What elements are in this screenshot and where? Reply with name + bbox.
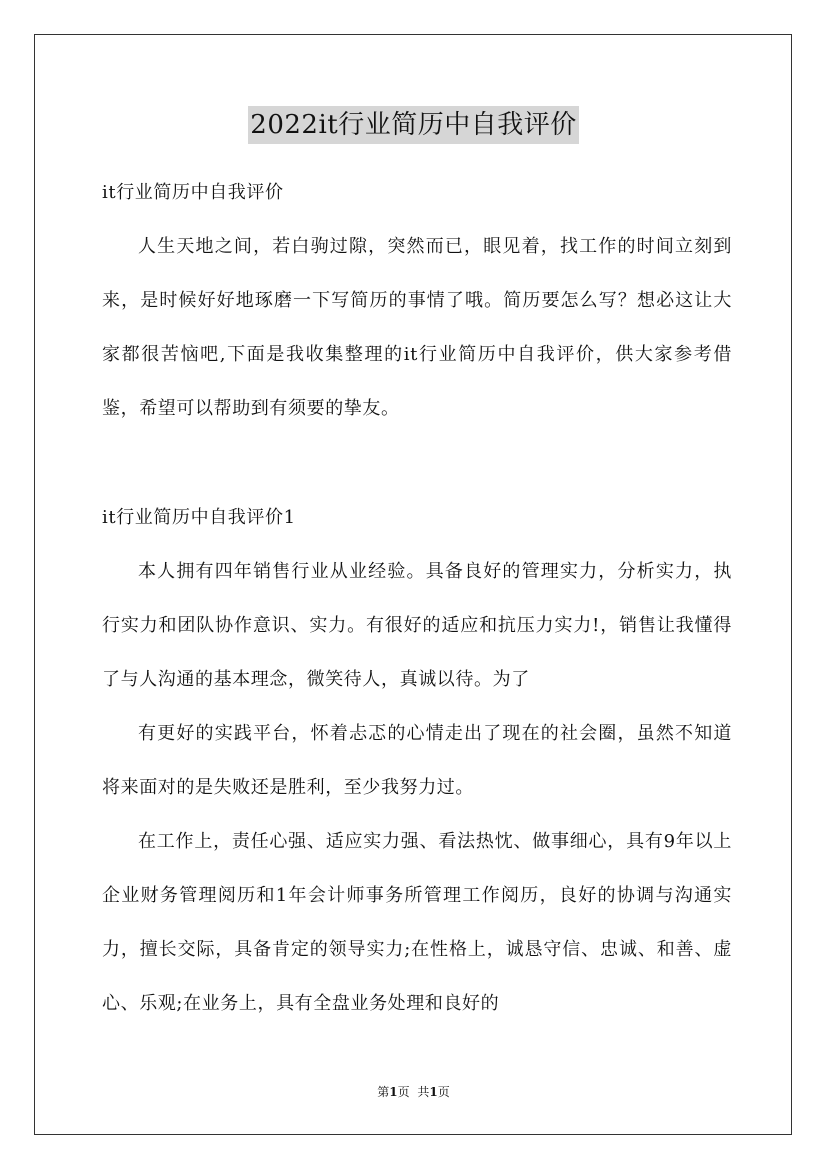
document-title: [0, 103, 827, 144]
section-1-heading: it行业简历中自我评价1: [102, 507, 296, 528]
section-1-paragraph: 在工作上，责任心强、适应实力强、看法热忱、做事细心，具有9年以上企业财务管理阅历和1年会计师事务所管理工作阅历，良好的协调与沟通实力，擅长交际，具备肯定的领导实力;在性格上，诚恳守信、忠诚、和善、虚心、乐观;在业务上，具有全盘业务处理和良好的: [102, 831, 732, 1014]
section-1-paragraph: 有更好的实践平台，怀着忐忑的心情走出了现在的社会圈，虽然不知道将来面对的是失败还是胜利，至少我努力过。: [102, 723, 732, 798]
intro-paragraph: 人生天地之间，若白驹过隙，突然而已，眼见着，找工作的时间立刻到来，是时候好好地琢磨一下写简历的事情了哦。简历要怎么写？想必这让大家都很苦恼吧,下面是我收集整理的it行业简历中自我评价，供大家参考借鉴，希望可以帮助到有须要的挚友。: [102, 236, 732, 419]
page-current: 1: [389, 1085, 398, 1099]
section-1-paragraph: 本人拥有四年销售行业从业经验。具备良好的管理实力，分析实力，执行实力和团队协作意识、实力。有很好的适应和抗压力实力!，销售让我懂得了与人沟通的基本理念，微笑待人，真诚以待。为了: [102, 561, 732, 690]
page-total: 1: [429, 1085, 438, 1099]
page-suffix: 页: [397, 1085, 410, 1099]
section-1: [102, 491, 732, 1031]
page-prefix: 第: [377, 1085, 390, 1099]
intro-heading: it行业简历中自我评价: [102, 182, 284, 203]
page-footer: [0, 1084, 827, 1100]
total-suffix: 页: [437, 1085, 450, 1099]
intro-section: [102, 166, 732, 436]
document-title-text: 2022it行业简历中自我评价: [248, 106, 578, 144]
total-prefix: 共: [417, 1085, 430, 1099]
